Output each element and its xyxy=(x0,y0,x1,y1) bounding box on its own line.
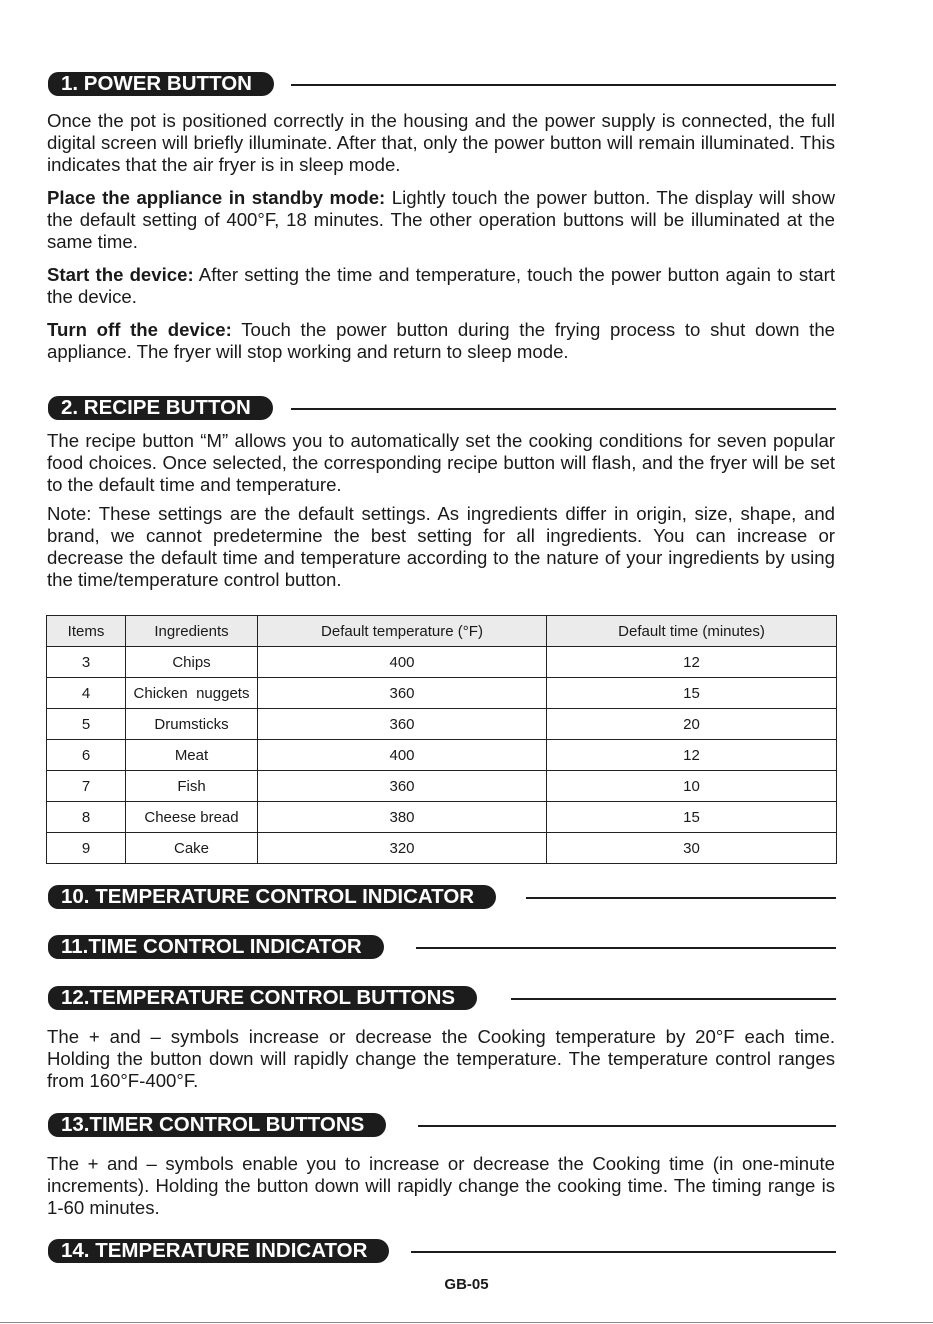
cell-ingredient: Fish xyxy=(126,771,258,802)
table-row xyxy=(47,771,837,802)
heading-rule xyxy=(416,947,836,949)
cell-temperature: 320 xyxy=(258,833,547,864)
timer-buttons-text: The + and – symbols enable you to increase or decrease the Cooking time (in one-minute increments). Holding the button down will rapidly change the cooking time. The timing range is 1-60 minutes. xyxy=(47,1153,835,1218)
header-default-time: Default time (minutes) xyxy=(547,616,837,647)
table-row xyxy=(47,647,837,678)
recipe-paragraph-1: The recipe button “M” allows you to automatically set the cooking conditions for seven popular food choices. Once selected, the corresponding recipe button will flash, and the fryer will be set to the default time and temperature. xyxy=(47,430,835,495)
cell-temperature: 360 xyxy=(258,678,547,709)
temperature-buttons-body xyxy=(47,1026,835,1092)
section-heading-temperature-control-buttons xyxy=(48,986,836,1010)
page-number: GB-05 xyxy=(444,1276,489,1293)
heading-label: 12.TEMPERATURE CONTROL BUTTONS xyxy=(48,986,477,1010)
standby-paragraph xyxy=(47,187,835,253)
table-row xyxy=(47,802,837,833)
table-row xyxy=(47,833,837,864)
section-heading-temperature-indicator xyxy=(48,1239,836,1263)
cell-temperature: 360 xyxy=(258,709,547,740)
cell-time: 30 xyxy=(547,833,837,864)
table-row xyxy=(47,678,837,709)
cell-time: 10 xyxy=(547,771,837,802)
header-default-temperature: Default temperature (°F) xyxy=(258,616,547,647)
section-heading-power xyxy=(48,72,836,96)
heading-label: 11.TIME CONTROL INDICATOR xyxy=(48,935,384,959)
cell-item: 4 xyxy=(47,678,126,709)
cell-temperature: 380 xyxy=(258,802,547,833)
section-heading-recipe xyxy=(48,396,836,420)
cell-item: 5 xyxy=(47,709,126,740)
section-heading-timer-control-buttons xyxy=(48,1113,836,1137)
heading-rule xyxy=(526,897,836,899)
heading-rule xyxy=(291,408,836,410)
cell-temperature: 360 xyxy=(258,771,547,802)
heading-rule xyxy=(511,998,836,1000)
cell-item: 6 xyxy=(47,740,126,771)
heading-label: 2. RECIPE BUTTON xyxy=(48,396,273,420)
section-heading-temperature-control-indicator xyxy=(48,885,836,909)
off-label: Turn off the device: xyxy=(47,319,232,340)
cell-temperature: 400 xyxy=(258,647,547,678)
cell-item: 8 xyxy=(47,802,126,833)
cell-item: 7 xyxy=(47,771,126,802)
header-ingredients: Ingredients xyxy=(126,616,258,647)
heading-label: 10. TEMPERATURE CONTROL INDICATOR xyxy=(48,885,496,909)
off-text: Touch the power button during the frying process to shut down the appliance. The fryer will stop working and return to sleep mode. xyxy=(47,319,836,362)
recipe-paragraph-2: Note: These settings are the default settings. As ingredients differ in origin, size, shape, and brand, we cannot predetermine the best setting for all ingredients. You can increase or decrease the default time and temperature according to the nature of your ingredients by using the time/temperature control button. xyxy=(47,503,835,590)
cell-time: 15 xyxy=(547,802,837,833)
power-section-body xyxy=(47,110,835,363)
timer-buttons-body xyxy=(47,1153,835,1219)
table-header-row xyxy=(47,616,837,647)
start-paragraph xyxy=(47,264,835,308)
cell-ingredient: Drumsticks xyxy=(126,709,258,740)
cell-ingredient: Cheese bread xyxy=(126,802,258,833)
section-heading-time-control-indicator xyxy=(48,935,836,959)
heading-label: 14. TEMPERATURE INDICATOR xyxy=(48,1239,389,1263)
power-intro: Once the pot is positioned correctly in the housing and the power supply is connected, the full digital screen will briefly illuminate. After that, only the power button will remain illuminated. This indicates that the air fryer is in sleep mode. xyxy=(47,110,835,175)
cell-time: 12 xyxy=(547,647,837,678)
cell-time: 15 xyxy=(547,678,837,709)
heading-rule xyxy=(418,1125,836,1127)
heading-rule xyxy=(411,1251,836,1253)
recipe-table xyxy=(46,615,837,864)
cell-time: 12 xyxy=(547,740,837,771)
temperature-buttons-text: The + and – symbols increase or decrease the Cooking temperature by 20°F each time. Holding the button down will rapidly change the temperature. The temperature control ranges from 160°F-400°F. xyxy=(47,1026,835,1091)
cell-ingredient: Chicken nuggets xyxy=(126,678,258,709)
cell-ingredient: Cake xyxy=(126,833,258,864)
header-items: Items xyxy=(47,616,126,647)
cell-ingredient: Meat xyxy=(126,740,258,771)
table-row xyxy=(47,740,837,771)
cell-item: 3 xyxy=(47,647,126,678)
bottom-divider xyxy=(0,1322,933,1323)
off-paragraph xyxy=(47,319,835,363)
heading-label: 1. POWER BUTTON xyxy=(48,72,274,96)
heading-label: 13.TIMER CONTROL BUTTONS xyxy=(48,1113,386,1137)
standby-text: Lightly touch the power button. The display will show the default setting of 400°F, 18 minutes. The other operation buttons will be illuminated at the same time. xyxy=(47,187,835,252)
table-row xyxy=(47,709,837,740)
standby-label: Place the appliance in standby mode: xyxy=(47,187,386,208)
heading-rule xyxy=(291,84,836,86)
cell-temperature: 400 xyxy=(258,740,547,771)
start-label: Start the device: xyxy=(47,264,194,285)
cell-ingredient: Chips xyxy=(126,647,258,678)
recipe-section-body xyxy=(47,430,835,591)
cell-time: 20 xyxy=(547,709,837,740)
start-text: After setting the time and temperature, touch the power button again to start the device. xyxy=(47,264,835,307)
cell-item: 9 xyxy=(47,833,126,864)
